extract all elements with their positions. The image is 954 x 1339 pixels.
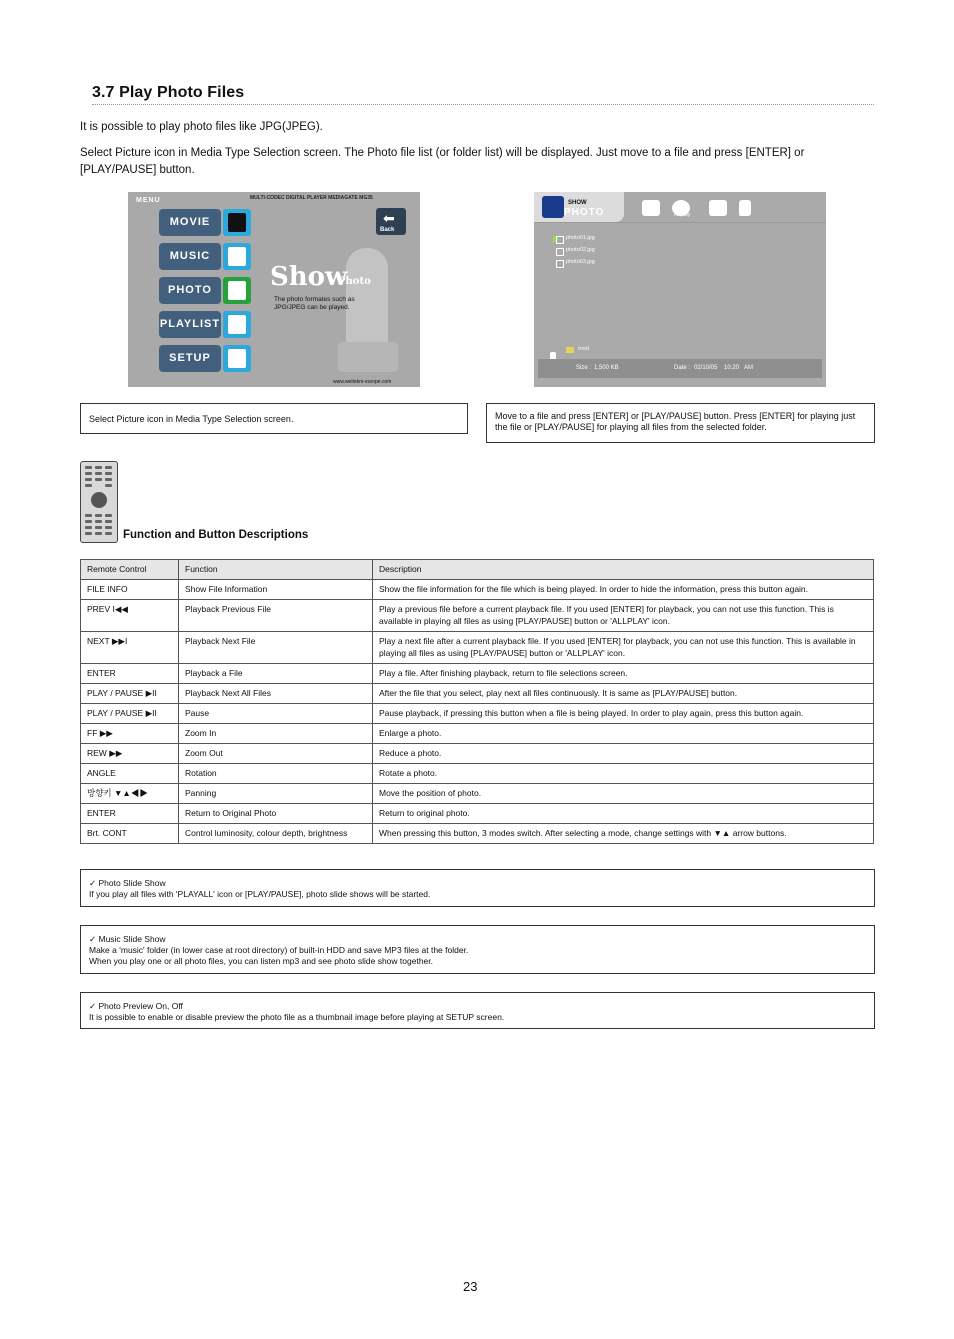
function-cell: Playback Previous File — [179, 600, 373, 632]
function-cell: Playback Next All Files — [179, 684, 373, 704]
note-line: When you play one or all photo files, you can listen mp3 and see photo slide show together. — [89, 956, 433, 966]
show-subtitle: Photo — [338, 276, 371, 287]
header-function: Function — [179, 560, 373, 580]
description-cell: When pressing this button, 3 modes switch. After selecting a mode, change settings with ▼▲ arrow buttons. — [373, 824, 874, 844]
table-row — [81, 632, 874, 664]
remote-key-cell: FILE INFO — [81, 580, 179, 600]
table-row — [81, 824, 874, 844]
function-cell: Zoom Out — [179, 744, 373, 764]
description-cell: Pause playback, if pressing this button when a file is being played. In order to play again, press this button again. — [373, 704, 874, 724]
function-cell: Zoom In — [179, 724, 373, 744]
note-photo-slide-show — [80, 869, 875, 907]
menu-screenshot-caption: Select Picture icon in Media Type Selection screen. — [80, 403, 468, 434]
toolbar-menu-label: Menu — [710, 212, 723, 218]
photo-format-description: The photo formates such as JPG/JPEG can be played. — [274, 296, 355, 311]
photo-button: PHOTO — [159, 277, 221, 304]
speaker-icon — [223, 243, 251, 270]
description-cell: Reduce a photo. — [373, 744, 874, 764]
remote-key-cell: 방향키 ▼▲◀▶ — [81, 784, 179, 804]
toolbar-exit-label: Exit — [739, 212, 748, 218]
remote-key-cell: FF ▶▶ — [81, 724, 179, 744]
function-cell: Control luminosity, colour depth, brightness — [179, 824, 373, 844]
table-header-row — [81, 560, 874, 580]
table-row — [81, 804, 874, 824]
photo-thumbnail-icon — [542, 196, 564, 218]
remote-key-cell: REW ▶▶ — [81, 744, 179, 764]
function-table — [80, 559, 874, 844]
movie-button: MOVIE — [159, 209, 221, 236]
remote-key-cell: PLAY / PAUSE ▶II — [81, 684, 179, 704]
player-stand-illustration — [338, 342, 398, 372]
description-cell: Play a file. After finishing playback, return to file selections screen. — [373, 664, 874, 684]
description-cell: Enlarge a photo. — [373, 724, 874, 744]
note-line: It is possible to enable or disable preview the photo file as a thumbnail image before playing at SETUP screen. — [89, 1012, 505, 1022]
function-cell: Return to Original Photo — [179, 804, 373, 824]
root-path: /root — [578, 346, 590, 352]
ampm-value: AM — [744, 365, 753, 371]
note-line: If you play all files with 'PLAYALL' icon or [PLAY/PAUSE], photo slide shows will be started. — [89, 889, 431, 899]
description-cell: Return to original photo. — [373, 804, 874, 824]
playlist-box-icon — [223, 311, 251, 338]
image-file-icon — [556, 236, 564, 244]
file-status-bar — [538, 359, 822, 378]
toolbar-allplay-label: All play — [674, 212, 691, 218]
function-cell: Panning — [179, 784, 373, 804]
size-value: 1,500 KB — [594, 365, 619, 371]
function-cell: Playback Next File — [179, 632, 373, 664]
description-cell: Play a next file after a current playback file. If you used [ENTER] for playback, you can not use this function. This is available in playing all files as using [PLAY/PAUSE] button or 'ALLPLAY' icon. — [373, 632, 874, 664]
functions-heading: Function and Button Descriptions — [123, 529, 309, 541]
intro-paragraph: It is possible to play photo files like JPG(JPEG). — [80, 121, 323, 133]
table-row — [81, 600, 874, 632]
section-title: 3.7 Play Photo Files — [92, 84, 245, 101]
photo-label: PHOTO — [564, 207, 605, 218]
note-title: ✓ Music Slide Show — [89, 934, 166, 944]
remote-key-cell: NEXT ▶▶I — [81, 632, 179, 664]
file-item: photo02.jpg — [566, 247, 595, 253]
note-title: ✓ Photo Slide Show — [89, 878, 166, 888]
menu-label: MENU — [136, 197, 161, 204]
file-item: photo03.jpg — [566, 259, 595, 265]
note-line: Make a 'music' folder (in lower case at root directory) of built-in HDD and save MP3 files at the folder. — [89, 945, 469, 955]
menu-screenshot — [128, 192, 420, 387]
table-row — [81, 684, 874, 704]
description-cell: After the file that you select, play next all files continuously. It is same as [PLAY/PAUSE] button. — [373, 684, 874, 704]
toolbar-back-label: Back — [644, 212, 656, 218]
table-row — [81, 664, 874, 684]
remote-control-icon — [80, 461, 118, 543]
player-header: MULTI-CODEC DIGITAL PLAYER MEDIAGATE MG35 — [250, 195, 373, 201]
setup-button: SETUP — [159, 345, 221, 372]
table-row — [81, 744, 874, 764]
header-remote-control: Remote Control — [81, 560, 179, 580]
toolbar-separator — [534, 222, 826, 223]
film-icon — [223, 209, 251, 236]
back-label: Back — [380, 227, 395, 233]
show-label: SHOW — [568, 200, 587, 206]
file-item: photo01.jpg — [566, 235, 595, 241]
date-label: Date : — [674, 365, 691, 371]
photo-list-screenshot — [534, 192, 826, 387]
table-row — [81, 724, 874, 744]
setup-device-icon — [223, 345, 251, 372]
description-cell: Show the file information for the file which is being played. In order to hide the information, press this button again. — [373, 580, 874, 600]
description-cell: Rotate a photo. — [373, 764, 874, 784]
folder-icon — [566, 347, 574, 353]
list-screenshot-caption: Move to a file and press [ENTER] or [PLAY/PAUSE] button. Press [ENTER] for playing just the file or [PLAY/PAUSE] for playing all files from the selected folder. — [486, 403, 875, 443]
remote-key-cell: ANGLE — [81, 764, 179, 784]
remote-key-cell: PREV I◀◀ — [81, 600, 179, 632]
image-file-icon — [556, 260, 564, 268]
date-value: 02/10/05 — [694, 365, 718, 371]
playlist-button: PLAYLIST — [159, 311, 221, 338]
camera-icon — [223, 277, 251, 304]
music-button: MUSIC — [159, 243, 221, 270]
select-instruction-paragraph: Select Picture icon in Media Type Selection screen. The Photo file list (or folder list) will be displayed. Just move to a file and press [ENTER] or [PLAY/PAUSE] button. — [80, 147, 805, 176]
note-photo-preview — [80, 992, 875, 1029]
table-row — [81, 704, 874, 724]
description-cell: Play a previous file before a current playback file. If you used [ENTER] for playback, you can not use this function. This is available in playing all files as using [PLAY/PAUSE] button or 'ALLPLAY' icon. — [373, 600, 874, 632]
back-button — [376, 208, 406, 235]
remote-key-cell: ENTER — [81, 804, 179, 824]
function-cell: Rotation — [179, 764, 373, 784]
header-description: Description — [373, 560, 874, 580]
website-url: www.weltekm-europe.com — [333, 379, 392, 385]
description-cell: Move the position of photo. — [373, 784, 874, 804]
function-cell: Show File Information — [179, 580, 373, 600]
function-cell: Playback a File — [179, 664, 373, 684]
function-cell: Pause — [179, 704, 373, 724]
title-rule — [92, 104, 874, 105]
remote-key-cell: ENTER — [81, 664, 179, 684]
page-number: 23 — [463, 1279, 478, 1294]
back-arrow-icon: ⬅ — [383, 210, 395, 226]
remote-key-cell: PLAY / PAUSE ▶II — [81, 704, 179, 724]
note-music-slide-show — [80, 925, 875, 974]
show-title: Show — [270, 262, 348, 292]
image-file-icon — [556, 248, 564, 256]
table-row — [81, 784, 874, 804]
table-row — [81, 580, 874, 600]
note-title: ✓ Photo Preview On, Off — [89, 1001, 183, 1011]
remote-key-cell: Brt. CONT — [81, 824, 179, 844]
time-value: 10:20 — [724, 365, 740, 371]
size-label: Size : — [576, 365, 592, 371]
table-row — [81, 764, 874, 784]
